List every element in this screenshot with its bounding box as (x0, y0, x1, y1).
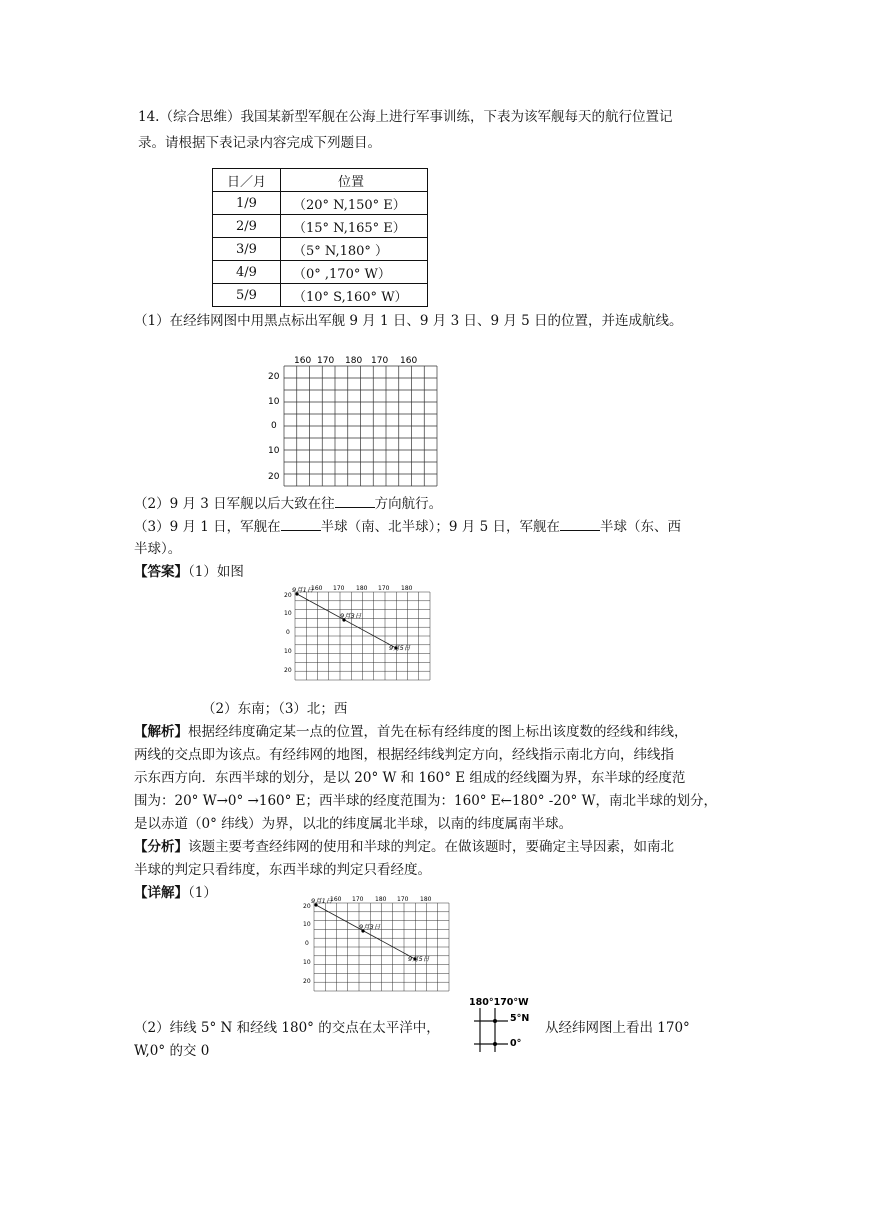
small-fig-lat-label: 0° (510, 1038, 522, 1049)
grid-top-label: 170 (352, 896, 364, 903)
grid-top-label: 160 (311, 585, 323, 592)
grid-top-label: 170 (333, 585, 345, 592)
detail-line (134, 883, 217, 903)
route-point-label: 9月5日 (408, 955, 430, 963)
fenxi-line-2: 半球的判定只看纬度，东西半球的判定只看经度。 (134, 862, 431, 878)
table-cell-date: 3/9 (213, 238, 281, 261)
sub-question-1: （1）在经纬网图中用黑点标出军舰 9 月 1 日、9 月 3 日、9 月 5 日的位置，并连成航线。 (134, 313, 683, 329)
detail-2-line-1b: 从经纬网图上看出 170° (545, 1020, 690, 1036)
table-header-date: 日／月 (213, 169, 281, 192)
grid-left-label: 20 (268, 372, 280, 382)
route-line (297, 594, 396, 648)
table-cell-date: 4/9 (213, 261, 281, 284)
route-point-label: 9月1日 (311, 897, 333, 905)
analysis-text: 根据经纬度确定某一点的位置，首先在标有经纬度的图上标出该度数的经线和纬线， (188, 724, 688, 740)
answer-line (134, 562, 244, 582)
grid-top-label: 160 (294, 356, 312, 366)
table-cell-position: （20° N,150° E） (281, 192, 428, 215)
route-point-label: 9月3日 (359, 923, 381, 931)
route-point-label: 9月3日 (340, 612, 362, 620)
grid-top-label: 170 (378, 585, 390, 592)
table-cell-position: （5° N,180° ） (281, 238, 428, 261)
answer-blank (281, 516, 321, 531)
answer-text: （1）如图 (188, 564, 244, 580)
fenxi-line-1 (134, 837, 674, 857)
detail-tag: 【详解】 (134, 885, 188, 901)
answer-blank (335, 493, 375, 508)
grid-left-label: 0 (305, 940, 309, 947)
grid-top-label: 160 (330, 896, 342, 903)
analysis-line-3: 示东西方向．东西半球的划分，是以 20° W 和 160° E 组成的经线圈为界，东半球的经度范 (134, 770, 686, 786)
grid-left-label: 10 (284, 610, 292, 617)
grid-top-label: 180 (401, 585, 413, 592)
sub-question-3 (134, 516, 681, 537)
grid-left-label: 20 (303, 978, 311, 985)
detail-2-line-1: （2）纬线 5° N 和经线 180° 的交点在太平洋中， (134, 1020, 440, 1036)
table-cell-position: （10° S,160° W） (281, 284, 428, 307)
question-line-1: 14.（综合思维）我国某新型军舰在公海上进行军事训练，下表为该军舰每天的航行位置记 (138, 109, 673, 125)
table-row (213, 215, 428, 238)
analysis-line-5: 是以赤道（0° 纬线）为界，以北的纬度属北半球，以南的纬度属南半球。 (134, 816, 573, 832)
table-cell-date: 1/9 (213, 192, 281, 215)
grid-left-label: 10 (284, 648, 292, 655)
grid-left-label: 10 (303, 959, 311, 966)
fenxi-tag: 【分析】 (134, 839, 188, 855)
grid-left-label: 10 (268, 446, 280, 456)
grid-left-label: 10 (303, 921, 311, 928)
grid-top-label: 170 (317, 356, 335, 366)
intersection-point (493, 1019, 497, 1023)
table-cell-position: （15° N,165° E） (281, 215, 428, 238)
small-fig-top-label: 180°170°W (469, 997, 529, 1008)
grid-top-label: 170 (397, 896, 409, 903)
table-cell-date: 5/9 (213, 284, 281, 307)
table-cell-position: （0° ,170° W） (281, 261, 428, 284)
analysis-line-2: 两线的交点即为该点。有经纬网的地图，根据经纬线判定方向，经线指示南北方向，纬线指 (134, 747, 674, 763)
answer-blank (560, 516, 600, 531)
table-row (213, 284, 428, 307)
graticule-grid-blank (262, 350, 442, 490)
detail-2-line-2: W,0° 的交 0 (134, 1043, 210, 1059)
grid-left-label: 20 (268, 472, 280, 482)
grid-top-label: 160 (400, 356, 418, 366)
detail-text: （1） (188, 885, 217, 901)
sub-question-2 (134, 493, 442, 514)
fenxi-text: 该题主要考查经纬网的使用和半球的判定。在做该题时，要确定主导因素，如南北 (188, 839, 674, 855)
route-point-label: 9月1日 (292, 586, 314, 594)
intersection-point (493, 1042, 497, 1046)
grid-top-label: 180 (345, 356, 363, 366)
small-fig-lat-label: 5°N (510, 1013, 530, 1024)
grid-left-label: 20 (284, 592, 292, 599)
route-line (316, 905, 415, 959)
route-point-label: 9月5日 (389, 644, 411, 652)
sub3-text-a: （3）9 月 1 日，军舰在 (134, 519, 281, 535)
analysis-line-4: 围为：20° W→0° →160° E；西半球的经度范围为：160° E←180° -20° W，南北半球的划分， (134, 793, 717, 809)
table-cell-date: 2/9 (213, 215, 281, 238)
table-header-position: 位置 (281, 169, 428, 192)
table-row (213, 192, 428, 215)
analysis-line-1 (134, 722, 688, 742)
answer-line-2: （2）东南；（3）北；西 (202, 701, 348, 717)
analysis-tag: 【解析】 (134, 724, 188, 740)
grid-left-label: 20 (284, 667, 292, 674)
sub-question-3-cont: 半球）。 (134, 541, 182, 557)
grid-left-label: 10 (268, 397, 280, 407)
grid-left-label: 20 (303, 903, 311, 910)
table-row (213, 238, 428, 261)
grid-top-label: 180 (420, 896, 432, 903)
graticule-grid-answer (283, 582, 443, 682)
table-header-row (213, 169, 428, 192)
answer-tag: 【答案】 (134, 564, 188, 580)
grid-top-label: 180 (375, 896, 387, 903)
grid-top-label: 180 (356, 585, 368, 592)
sub2-text-a: （2）9 月 3 日军舰以后大致在往 (134, 496, 335, 512)
grid-left-label: 0 (271, 421, 277, 431)
graticule-grid-detail (302, 893, 462, 993)
sub3-text-b: 半球（南、北半球）；9 月 5 日，军舰在 (320, 519, 560, 535)
small-graticule-figure (468, 994, 538, 1054)
grid-left-label: 0 (286, 629, 290, 636)
sub2-text-b: 方向航行。 (374, 496, 443, 512)
table-row (213, 261, 428, 284)
grid-top-label: 170 (371, 356, 389, 366)
position-table (212, 168, 428, 307)
question-line-2: 录。请根据下表记录内容完成下列题目。 (138, 135, 381, 151)
sub3-text-c: 半球（东、西 (599, 519, 681, 535)
